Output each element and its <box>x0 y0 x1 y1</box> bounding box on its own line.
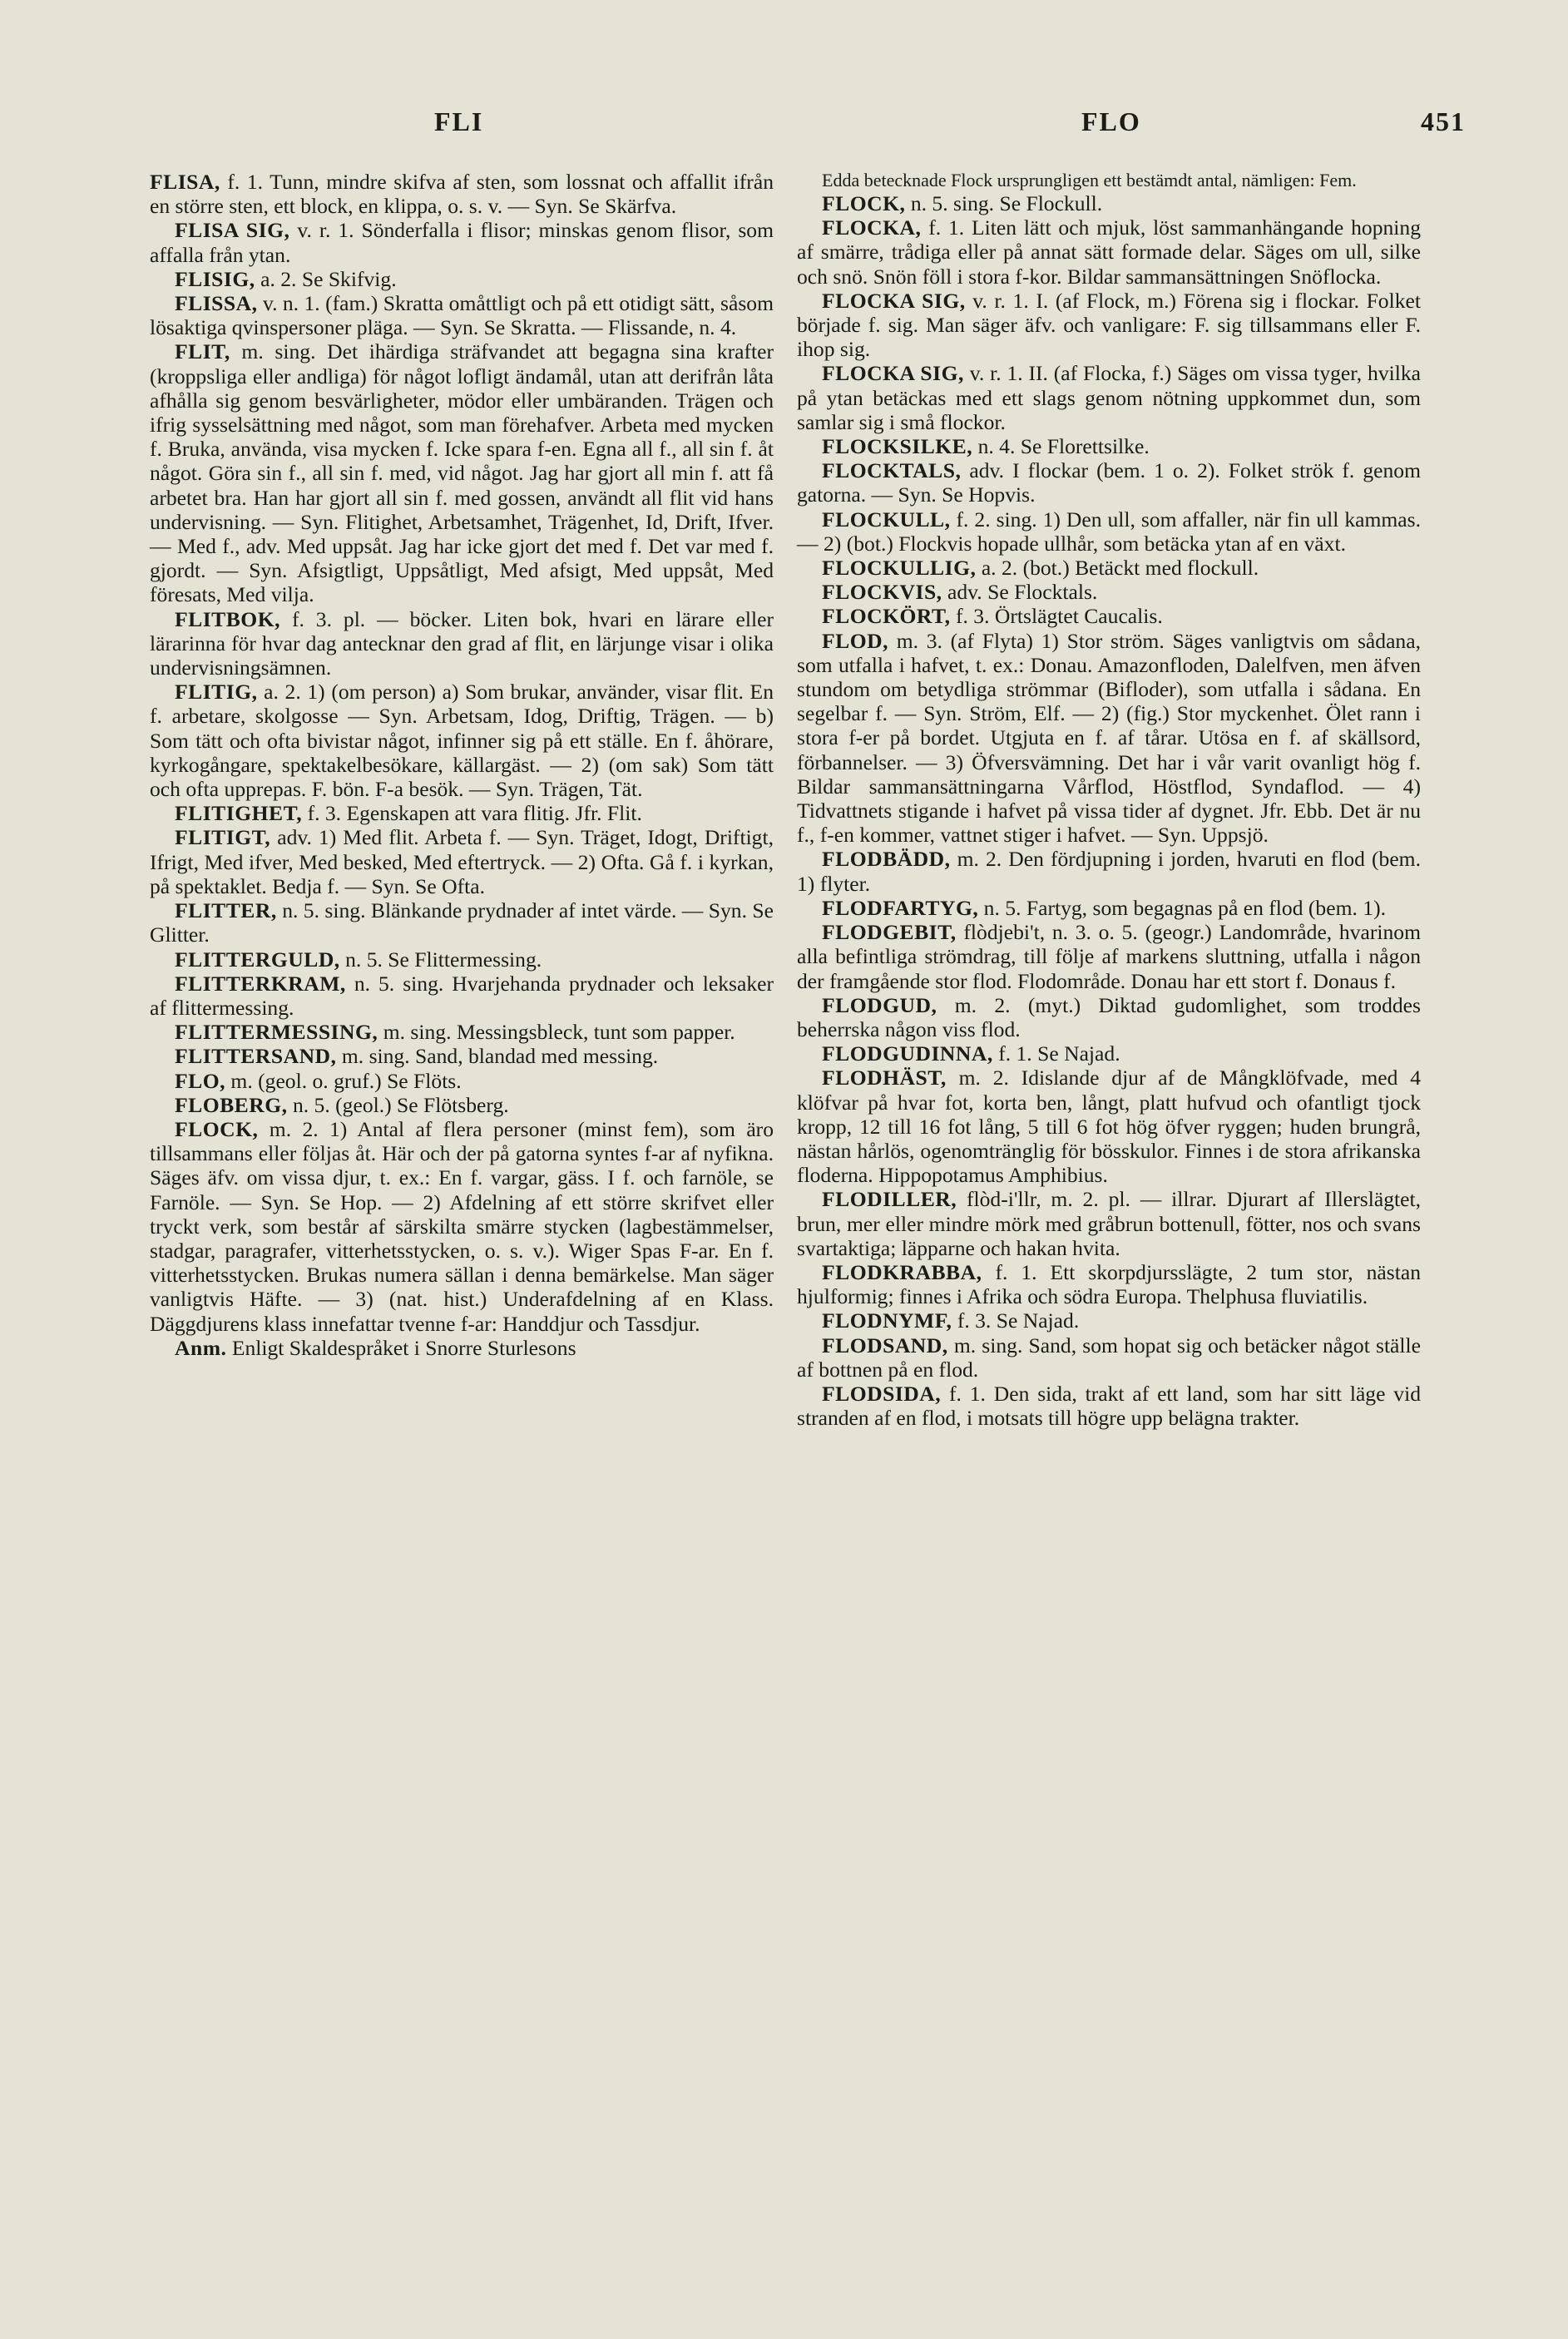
entry-definition: f. 3. Se Najad. <box>957 1308 1080 1333</box>
entry-headword: FLOCKA SIG, <box>822 361 964 386</box>
dictionary-entry <box>150 1069 774 1093</box>
entry-headword: FLITBOK, <box>175 606 281 631</box>
entry-headword: FLODGEBIT, <box>822 920 957 945</box>
entry-headword: FLOCKULL, <box>822 507 951 532</box>
dictionary-entry <box>797 361 1421 434</box>
dictionary-entry <box>797 1260 1421 1308</box>
entry-definition: m. 3. (af Flyta) 1) Stor ström. Säges vanligtvis om sådana, som utfalla i hafvet, t. ex.: Donau. Amazonfloden, Dalelfven, men äfven stundom om betydliga strömmar (Bifloder), som utfalla i sådana. En segelbar f. — Syn. Ström, Elf. — 2) (fig.) Stor myckenhet. Ölet rann i stora f-er på bordet. Utgjuta en f. af tårar. Utösa en f. af skällsord, förbannelser. — 3) Öfversvämning. Det har i vår varit ovanligt hög f. Bildar sammansättningarna Vårflod, Höstflod, Syndaflod. — 4) Tidvattnets stigande i hafvet på vissa tider af dygnet. Jfr. Ebb. Det är nu f., f-en kommer, vattnet stiger i hafvet. — Syn. Uppsjö. <box>797 628 1421 848</box>
entry-definition: v. n. 1. (fam.) Skratta omåttligt och på ett otidigt sätt, såsom lösaktiga qvinspersoner pläga. — Syn. Se Skratta. — Flissande, n. 4. <box>150 291 774 340</box>
entry-definition: m. 2. Den fördjupning i jorden, hvaruti en flod (bem. 1) flyter. <box>797 847 1421 896</box>
entry-headword: FLODILLER, <box>822 1187 957 1212</box>
entry-definition: n. 5. sing. Hvarjehanda prydnader och leksaker af flittermessing. <box>150 971 774 1020</box>
entry-headword: FLISSA, <box>175 291 258 316</box>
entry-definition: f. 1. Se Najad. <box>998 1041 1120 1066</box>
entry-headword: FLOCKVIS, <box>822 580 942 605</box>
dictionary-entry <box>150 1336 774 1360</box>
entry-definition: f. 1. Tunn, mindre skifva af sten, som lossnat och affallit ifrån en större sten, ett block, en klippa, o. s. v. — Syn. Se Skärfva. <box>150 170 774 219</box>
dictionary-entry <box>150 291 774 339</box>
dictionary-entry <box>150 1117 774 1336</box>
entry-headword: FLOCK, <box>822 191 906 215</box>
dictionary-entry <box>150 898 774 947</box>
entry-headword: FLITIGHET, <box>175 801 303 826</box>
entry-definition: f. 3. Örtslägtet Caucalis. <box>955 604 1163 629</box>
entry-headword: Anm. <box>175 1335 227 1360</box>
entry-definition: m. 2. Idislande djur af de Mångklöfvade, med 4 klöfvar på hvar fot, korta ben, långt, platt hufvud och ofantligt tjock kropp, 12 till 16 fot lång, 5 till 6 fot hög öfver ryggen; huden brungrå, nästan hårlös, ogenomtränglig för bösskulor. Finnes i de stora afrikanska floderna. Hippopotamus Amphibius. <box>797 1066 1421 1188</box>
dictionary-entry <box>150 267 774 291</box>
dictionary-entry <box>797 1308 1421 1333</box>
left-column <box>150 170 774 1360</box>
entry-definition: f. 2. sing. 1) Den ull, som affaller, när fin ull kammas. — 2) (bot.) Flockvis hopade ullhår, som betäcka ytan af en växt. <box>797 507 1422 556</box>
entry-headword: FLITIG, <box>175 680 258 705</box>
entry-headword: FLITIGT, <box>175 825 271 850</box>
entry-headword: FLODFARTYG, <box>822 895 979 920</box>
entry-definition: a. 2. Se Skifvig. <box>260 266 397 291</box>
entry-definition: m. 2. (myt.) Diktad gudomlighet, som troddes beherrska någon viss flod. <box>797 992 1421 1041</box>
entry-definition: f. 1. Den sida, trakt af ett land, som har sitt läge vid stranden af en flod, i motsats till högre upp belägna trakter. <box>797 1381 1421 1431</box>
entry-definition: f. 1. Ett skorpdjursslägte, 2 tum stor, nästan hjulformig; finnes i Afrika och södra Europa. Thelphusa fluviatilis. <box>797 1259 1421 1309</box>
dictionary-entry <box>797 896 1421 920</box>
dictionary-entry <box>797 458 1421 507</box>
entry-definition: a. 2. (bot.) Betäckt med flockull. <box>981 556 1259 581</box>
entry-definition: flòd-i'llr, m. 2. pl. — illrar. Djurart af Illerslägtet, brun, mer eller mindre mörk med gråbrun bottenull, fötter, nos och svans svartaktiga; läpparne och hakan hvita. <box>797 1187 1421 1260</box>
dictionary-entry <box>797 604 1421 628</box>
dictionary-entry <box>150 801 774 825</box>
entry-definition: adv. I flockar (bem. 1 o. 2). Folket strök f. genom gatorna. — Syn. Se Hopvis. <box>797 458 1421 507</box>
dictionary-entry <box>797 1382 1421 1430</box>
entry-headword: FLISIG, <box>175 266 255 291</box>
dictionary-entry <box>150 218 774 266</box>
dictionary-entry <box>150 339 774 606</box>
dictionary-entry <box>797 847 1421 895</box>
entry-definition: f. 1. Liten lätt och mjuk, löst sammanhängande hopning af smärre, trådiga eller på annat sätt formade delar. Säges om ull, silke och snö. Snön föll i stora f-kor. Bildar sammansättningen Snöflocka. <box>797 215 1421 289</box>
entry-definition: n. 5. sing. Blänkande prydnader af intet värde. — Syn. Se Glitter. <box>150 898 774 947</box>
entry-headword: FLITTERSAND, <box>175 1044 337 1069</box>
dictionary-entry <box>797 507 1421 556</box>
entry-headword: FLITTERGULD, <box>175 947 340 972</box>
dictionary-entry <box>797 289 1421 362</box>
entry-definition: Edda betecknade Flock ursprungligen ett bestämdt antal, nämligen: Fem. <box>822 170 1357 190</box>
entry-headword: FLODSIDA, <box>822 1381 942 1406</box>
entry-definition: m. sing. Sand, blandad med messing. <box>341 1044 659 1069</box>
entry-definition: adv. 1) Med flit. Arbeta f. — Syn. Träget, Idogt, Driftigt, Ifrigt, Med ifver, Med besked, Med eftertryck. — 2) Ofta. Gå f. i kyrkan, på spektaklet. Bedja f. — Syn. Se Ofta. <box>150 825 774 898</box>
entry-headword: FLODKRABBA, <box>822 1259 982 1284</box>
entry-headword: FLOCKÖRT, <box>822 604 951 629</box>
dictionary-entry <box>150 170 774 218</box>
entry-definition: n. 5. sing. Se Flockull. <box>910 191 1103 215</box>
entry-definition: adv. Se Flocktals. <box>947 580 1098 605</box>
entry-definition: flòdjebi't, n. 3. o. 5. (geogr.) Landområde, hvarinom alla befintliga strömdrag, till följe af markens sluttning, utfalla i någon der framgående stor flod. Flodområde. Donau har ett stort f. Donaus f. <box>797 920 1421 993</box>
dictionary-entry <box>150 680 774 801</box>
entry-definition: Enligt Skaldespråket i Snorre Sturlesons <box>231 1335 576 1360</box>
entry-headword: FLOCKSILKE, <box>822 434 973 459</box>
entry-headword: FLODGUD, <box>822 992 937 1017</box>
entry-definition: a. 2. 1) (om person) a) Som brukar, använder, visar flit. En f. arbetare, skolgosse — Syn. Arbetsam, Idog, Driftig, Trägen. — b) Som tätt och ofta bivistar något, infinner sig på ett ställe. En f. åhörare, kyrkogångare, spektakelbesökare, källargäst. — 2) (om sak) Som tätt och ofta upprepas. F. bön. F-a besök. — Syn. Trägen, Tät. <box>150 680 774 802</box>
dictionary-entry <box>150 825 774 898</box>
entry-headword: FLISA, <box>150 170 220 194</box>
entry-definition: m. sing. Det ihärdiga sträfvandet att begagna sina krafter (kroppsliga eller andliga) för något lofligt ändamål, utan att derifrån låta afhålla sig genom besvärligheter, mödor eller umbäranden. Trägen och ifrig sysselsättning med något, som man förehafver. Arbeta med mycken f. Bruka, använda, visa mycken f. Icke spara f-en. Egna all f., all sin f. åt något. Göra sin f., all sin f. med, vid något. Jag har gjort all min f. att få arbetet bra. Han har gjort all sin f. med gossen, användt all flit vid hans undervisning. — Syn. Flitighet, Arbetsamhet, Trägenhet, Id, Drift, Ifver. — Med f., adv. Med uppsåt. Jag har icke gjort det med f. Det var med f. gjordt. — Syn. Afsigtligt, Uppsåtligt, Med afsigt, Med uppsåt, Med föresats, Med vilja. <box>150 339 774 607</box>
dictionary-entry <box>150 1044 774 1068</box>
entry-headword: FLOCKULLIG, <box>822 556 977 581</box>
entry-definition: m. 2. 1) Antal af flera personer (minst fem), som äro tillsammans eller följas åt. Här och der på gatorna syntes f-ar af nyfikna. Säges äfv. om vissa djur, t. ex.: En f. vargar, gäss. I f. och farnöle, se Farnöle. — Syn. Se Hop. — 2) Afdelning af ett större skrifvet eller tryckt verk, som består af särskilta smärre stycken (lagbestämmelser, stadgar, paragrafer, vitterhetsstycken, o. s. v.). Wiger Spas F-ar. En f. vitterhetsstycken. Brukas numera sällan i denna bemärkelse. Man säger vanligtvis Häfte. — 3) (nat. hist.) Underafdelning af en Klass. Däggdjurens klass innefattar tvenne f-ar: Handdjur och Tassdjur. <box>150 1116 774 1336</box>
entry-headword: FLOCKA SIG, <box>822 288 966 313</box>
entry-definition: n. 5. (geol.) Se Flötsberg. <box>292 1092 509 1117</box>
right-column <box>797 170 1421 1430</box>
entry-definition: m. sing. Messingsbleck, tunt som papper. <box>383 1020 735 1045</box>
dictionary-entry <box>797 191 1421 215</box>
entry-definition: v. r. 1. Sönderfalla i flisor; minskas genom flisor, som affalla från ytan. <box>150 218 774 267</box>
entry-headword: FLOD, <box>822 628 888 653</box>
entry-definition: n. 5. Fartyg, som begagnas på en flod (bem. 1). <box>983 895 1387 920</box>
entry-definition: v. r. 1. I. (af Flock, m.) Förena sig i flockar. Folket började f. sig. Man säger äfv. och vanligare: F. sig tillsammans eller F. ihop sig. <box>797 288 1421 362</box>
entry-headword: FLOBERG, <box>175 1092 288 1117</box>
entry-headword: FLITTER, <box>175 898 277 923</box>
entry-headword: FLODGUDINNA, <box>822 1041 993 1066</box>
dictionary-entry <box>797 920 1421 993</box>
entry-definition: f. 3. pl. — böcker. Liten bok, hvari en lärare eller lärarinna för hvar dag antecknar den grad af flit, en lärjunge visar i olika undervisningsämnen. <box>150 606 774 680</box>
entry-definition: v. r. 1. II. (af Flocka, f.) Säges om vissa tyger, hvilka på ytan betäckas med ett slags genom nötning uppkommet dun, som samlar sig i små flockor. <box>797 361 1421 434</box>
dictionary-entry <box>797 629 1421 848</box>
entry-headword: FLISA SIG, <box>175 218 290 243</box>
entry-definition: n. 4. Se Florettsilke. <box>977 434 1150 459</box>
dictionary-entry <box>797 215 1421 289</box>
entry-headword: FLOCK, <box>175 1116 259 1141</box>
entry-headword: FLODNYMF, <box>822 1308 952 1333</box>
running-head-right: FLO <box>1081 106 1141 136</box>
dictionary-entry <box>797 580 1421 604</box>
dictionary-entry <box>150 972 774 1020</box>
entry-definition: n. 5. Se Flittermessing. <box>345 947 542 972</box>
dictionary-entry <box>797 434 1421 458</box>
dictionary-entry <box>797 556 1421 580</box>
dictionary-entry <box>150 1020 774 1044</box>
entry-headword: FLODBÄDD, <box>822 847 951 872</box>
entry-headword: FLOCKTALS, <box>822 458 962 483</box>
entry-headword: FLOCKA, <box>822 215 922 240</box>
running-head-left: FLI <box>434 106 484 136</box>
entry-headword: FLODHÄST, <box>822 1066 947 1090</box>
dictionary-entry <box>797 1187 1421 1260</box>
page-number: 451 <box>1421 106 1466 136</box>
entry-headword: FLO, <box>175 1068 226 1093</box>
dictionary-entry <box>150 1093 774 1117</box>
dictionary-entry <box>150 607 774 680</box>
dictionary-entry <box>797 1066 1421 1187</box>
entry-headword: FLITTERKRAM, <box>175 971 346 996</box>
entry-definition: m. (geol. o. gruf.) Se Flöts. <box>230 1068 462 1093</box>
entry-headword: FLIT, <box>175 339 230 364</box>
entry-definition: f. 3. Egenskapen att vara flitig. Jfr. Flit. <box>307 801 642 826</box>
dictionary-entry <box>797 170 1421 191</box>
entry-definition: m. sing. Sand, som hopat sig och betäcker något ställe af bottnen på en flod. <box>797 1333 1421 1382</box>
dictionary-entry <box>797 993 1421 1041</box>
dictionary-entry <box>150 947 774 972</box>
entry-headword: FLITTERMESSING, <box>175 1020 378 1045</box>
dictionary-entry <box>797 1333 1421 1382</box>
dictionary-entry <box>797 1041 1421 1066</box>
entry-headword: FLODSAND, <box>822 1333 948 1357</box>
